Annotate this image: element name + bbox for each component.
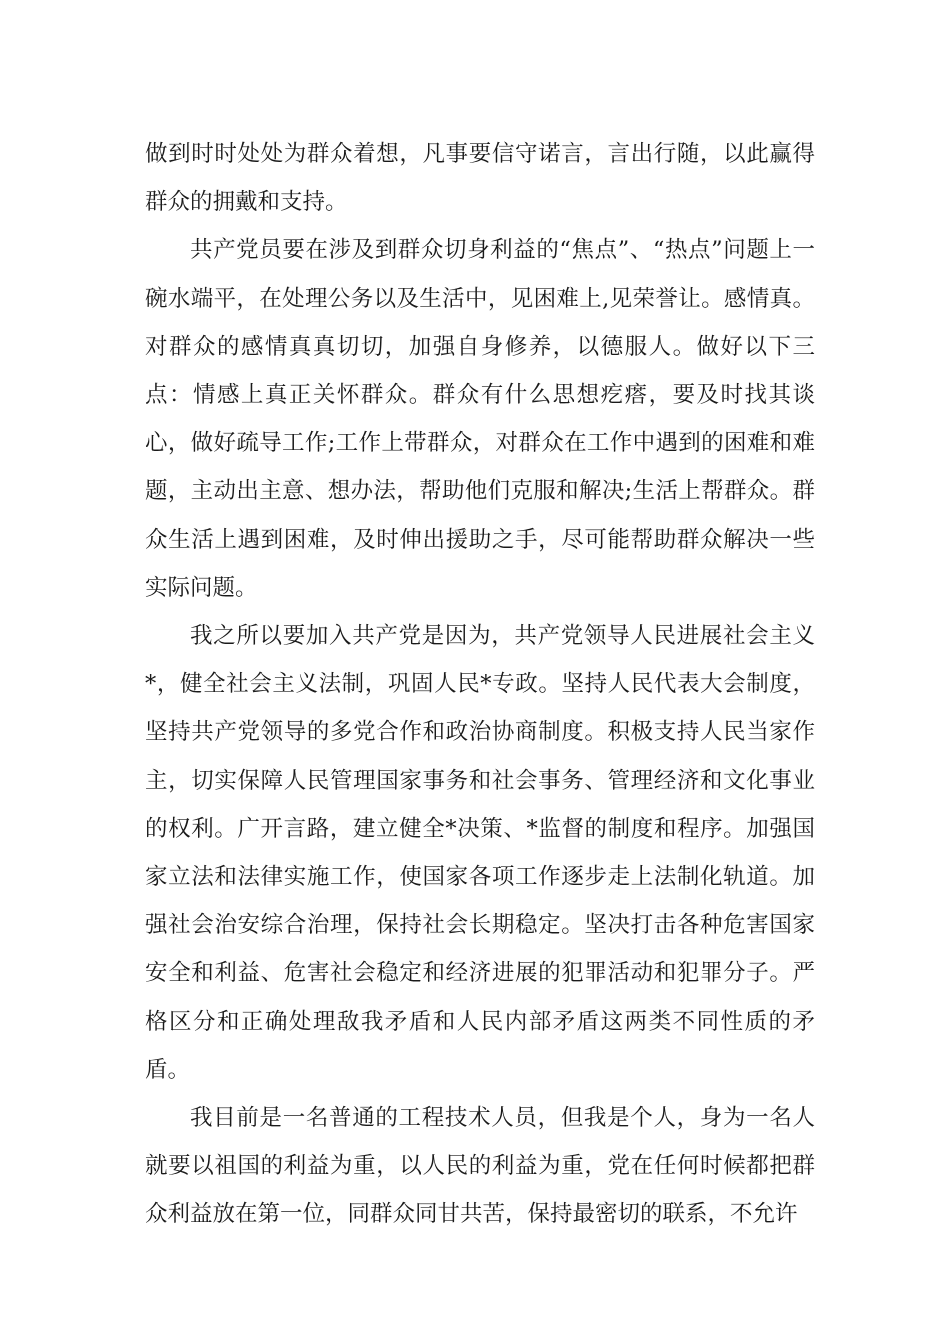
paragraph-4: 我目前是一名普通的工程技术人员，但我是个人，身为一名人就要以祖国的利益为重，以人民的利益为重，党在任何时候都把群众利益放在第一位，同群众同甘共苦，保持最密切的联系，不允许: [145, 1105, 815, 1228]
paragraph-3: 我之所以要加入共产党是因为，共产党领导人民进展社会主义*，健全社会主义法制，巩固人民*专政。坚持人民代表大会制度，坚持共产党领导的多党合作和政治协商制度。积极支持人民当家作主，切实保障人民管理国家事务和社会事务、管理经济和文化事业的权利。广开言路，建立健全*决策、*监督的制度和程序。加强国家立法和法律实施工作，使国家各项工作逐步走上法制化轨道。加强社会治安综合治理，保持社会长期稳定。坚决打击各种危害国家安全和利益、危害社会稳定和经济进展的犯罪活动和犯罪分子。严格区分和正确处理敌我矛盾和人民内部矛盾这两类不同性质的矛盾。: [145, 623, 815, 1083]
paragraph-1: 做到时时处处为群众着想，凡事要信守诺言，言出行随，以此赢得群众的拥戴和支持。: [145, 141, 815, 216]
document-body: [145, 130, 815, 1239]
paragraph-2: 共产党员要在涉及到群众切身利益的“焦点”、“热点”问题上一碗水端平，在处理公务以及生活中，见困难上,见荣誉让。感情真。对群众的感情真真切切，加强自身修养，以德服人。做好以下三点：情感上真正关怀群众。群众有什么思想疙瘩，要及时找其谈心，做好疏导工作;工作上带群众，对群众在工作中遇到的困难和难题，主动出主意、想办法，帮助他们克服和解决;生活上帮群众。群众生活上遇到困难，及时伸出援助之手，尽可能帮助群众解决一些实际问题。: [145, 237, 815, 601]
